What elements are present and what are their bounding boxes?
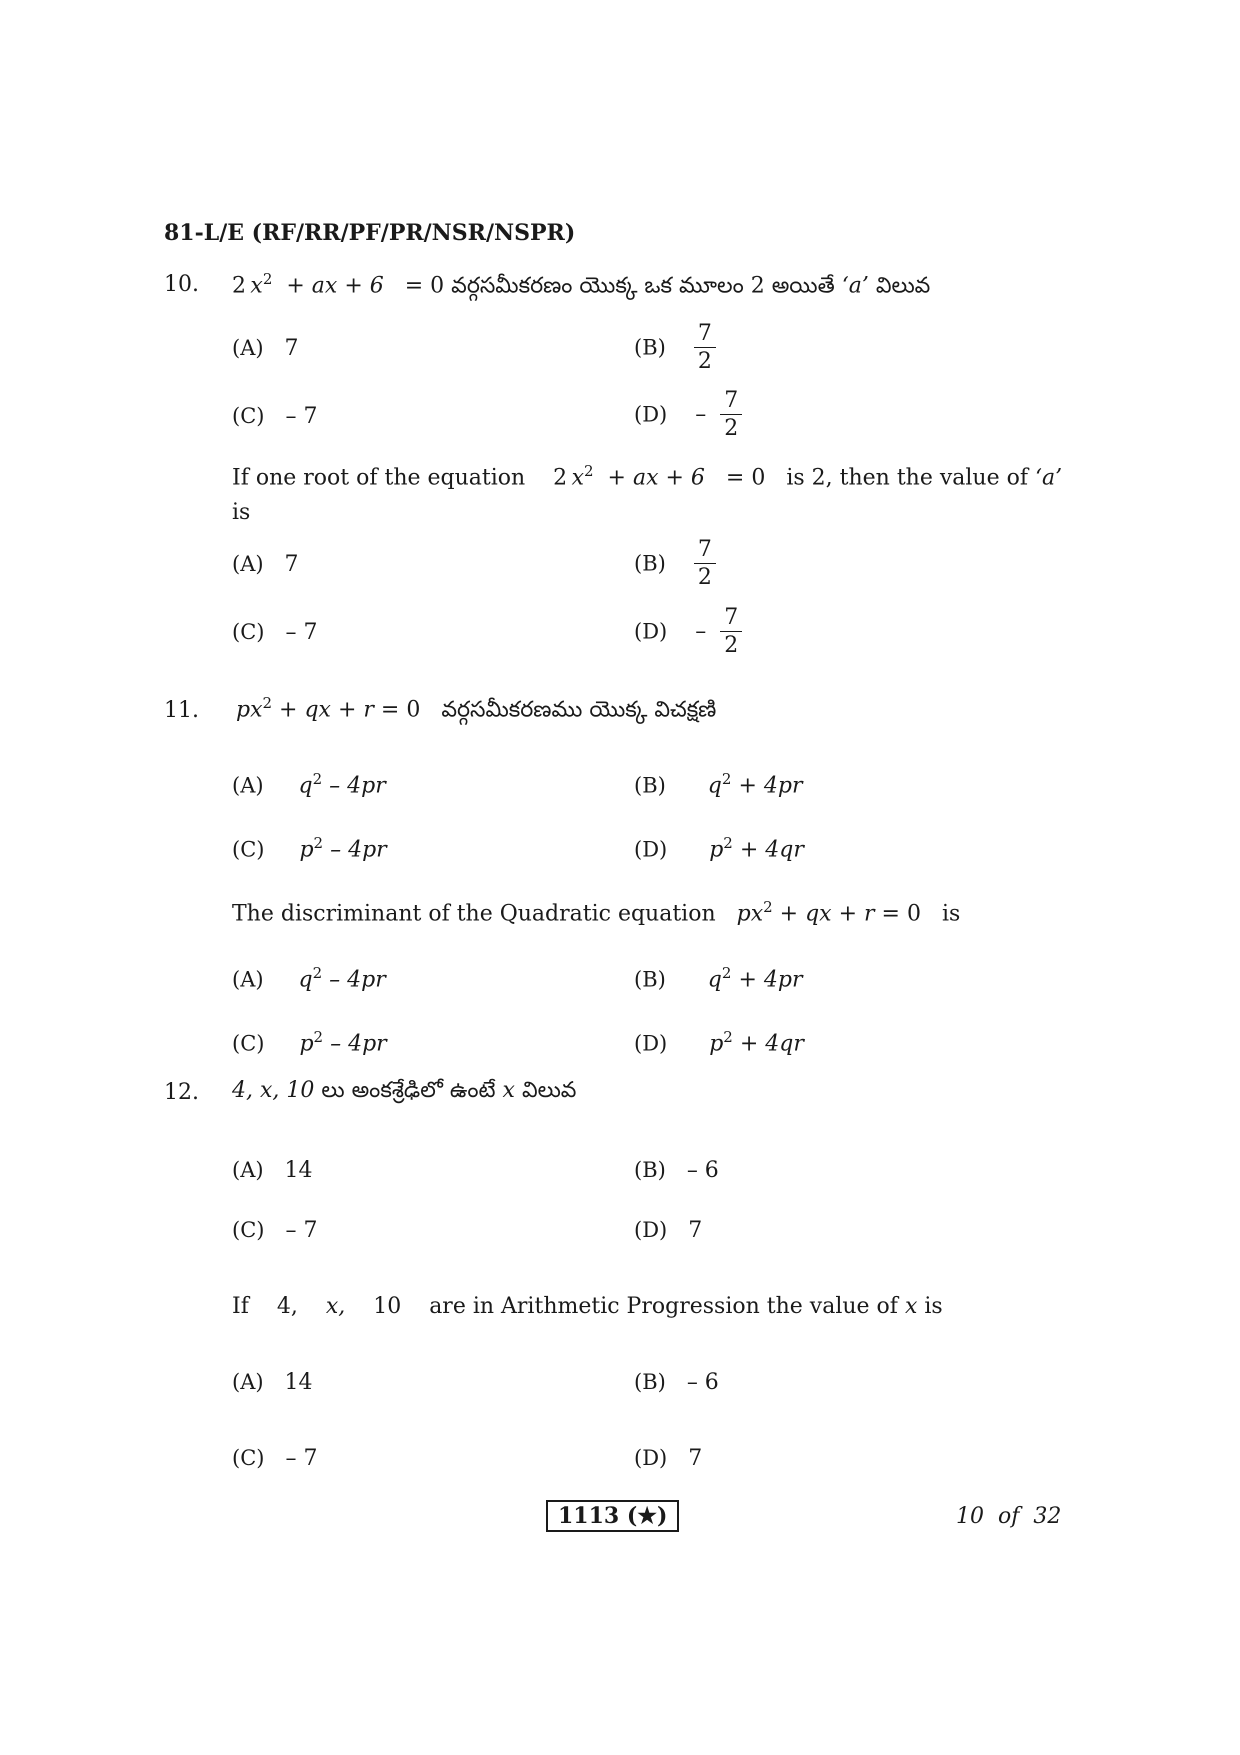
option-b[interactable]: (B) – 6: [634, 1158, 719, 1183]
option-c[interactable]: (C) – 7: [232, 404, 318, 429]
page-number: 10 of 32: [956, 1504, 1062, 1529]
option-b[interactable]: (B) $\frac{7}{2}$: [634, 322, 716, 373]
fraction: $\frac{7}{2}$: [720, 606, 742, 657]
option-c[interactable]: (C) – 7: [232, 1446, 318, 1471]
question-text-english: If 4, x, 10 are in Arithmetic Progression the value of x is: [232, 1294, 943, 1319]
option-d[interactable]: (D) 7: [634, 1446, 703, 1471]
option-c[interactable]: (C) $p^2 - 4pr$: [232, 1028, 387, 1057]
option-c[interactable]: (C) – 7: [232, 1218, 318, 1243]
option-a[interactable]: (A) 7: [232, 552, 299, 577]
option-b[interactable]: (B) $\frac{7}{2}$: [634, 538, 716, 589]
option-b[interactable]: (B) $q^2 + 4pr$: [634, 964, 803, 993]
option-d[interactable]: (D) 7: [634, 1218, 703, 1243]
question-text-english: If one root of the equation 2 $x^2$ + ax + 6 = 0 is 2, then the value of ‘a’: [232, 462, 1063, 491]
question-number: 12.: [164, 1080, 199, 1105]
option-d[interactable]: (D) $p^2 + 4qr$: [634, 1028, 804, 1057]
question-text-telugu: 2 $x^2$ + ax + 6 = 0 వర్గసమీకరణం యొక్క ఒక మూలం 2 అయితే ‘a’ విలువ: [232, 270, 931, 299]
fraction: $\frac{7}{2}$: [694, 538, 716, 589]
option-a[interactable]: (A) 14: [232, 1370, 313, 1395]
option-b[interactable]: (B) – 6: [634, 1370, 719, 1395]
option-d[interactable]: (D) – $\frac{7}{2}$: [634, 606, 742, 657]
option-a[interactable]: (A) 14: [232, 1158, 313, 1183]
question-text-english-cont: is: [232, 500, 251, 525]
option-a[interactable]: (A) $q^2 - 4pr$: [232, 964, 386, 993]
option-a[interactable]: (A) 7: [232, 336, 299, 361]
option-c[interactable]: (C) – 7: [232, 620, 318, 645]
option-d[interactable]: (D) – $\frac{7}{2}$: [634, 389, 742, 440]
option-d[interactable]: (D) $p^2 + 4qr$: [634, 834, 804, 863]
question-number: 11.: [164, 698, 199, 723]
option-a[interactable]: (A) $q^2 - 4pr$: [232, 770, 386, 799]
question-text-telugu: 4, x, 10 లు అంకశ్రేఢిలో ఉంటే x విలువ: [232, 1078, 577, 1103]
fraction: $\frac{7}{2}$: [720, 389, 742, 440]
question-text-telugu: $px^2$ + qx + r = 0 వర్గసమీకరణము యొక్క విచక్షణి: [236, 694, 717, 723]
option-c[interactable]: (C) $p^2 - 4pr$: [232, 834, 387, 863]
question-number: 10.: [164, 272, 199, 297]
paper-code: 81-L/E (RF/RR/PF/PR/NSR/NSPR): [164, 220, 576, 246]
booklet-code: 1113 (★): [546, 1500, 679, 1532]
option-b[interactable]: (B) $q^2 + 4pr$: [634, 770, 803, 799]
fraction: $\frac{7}{2}$: [694, 322, 716, 373]
question-text-english: The discriminant of the Quadratic equation $px^2$ + qx + r = 0 is: [232, 898, 961, 927]
